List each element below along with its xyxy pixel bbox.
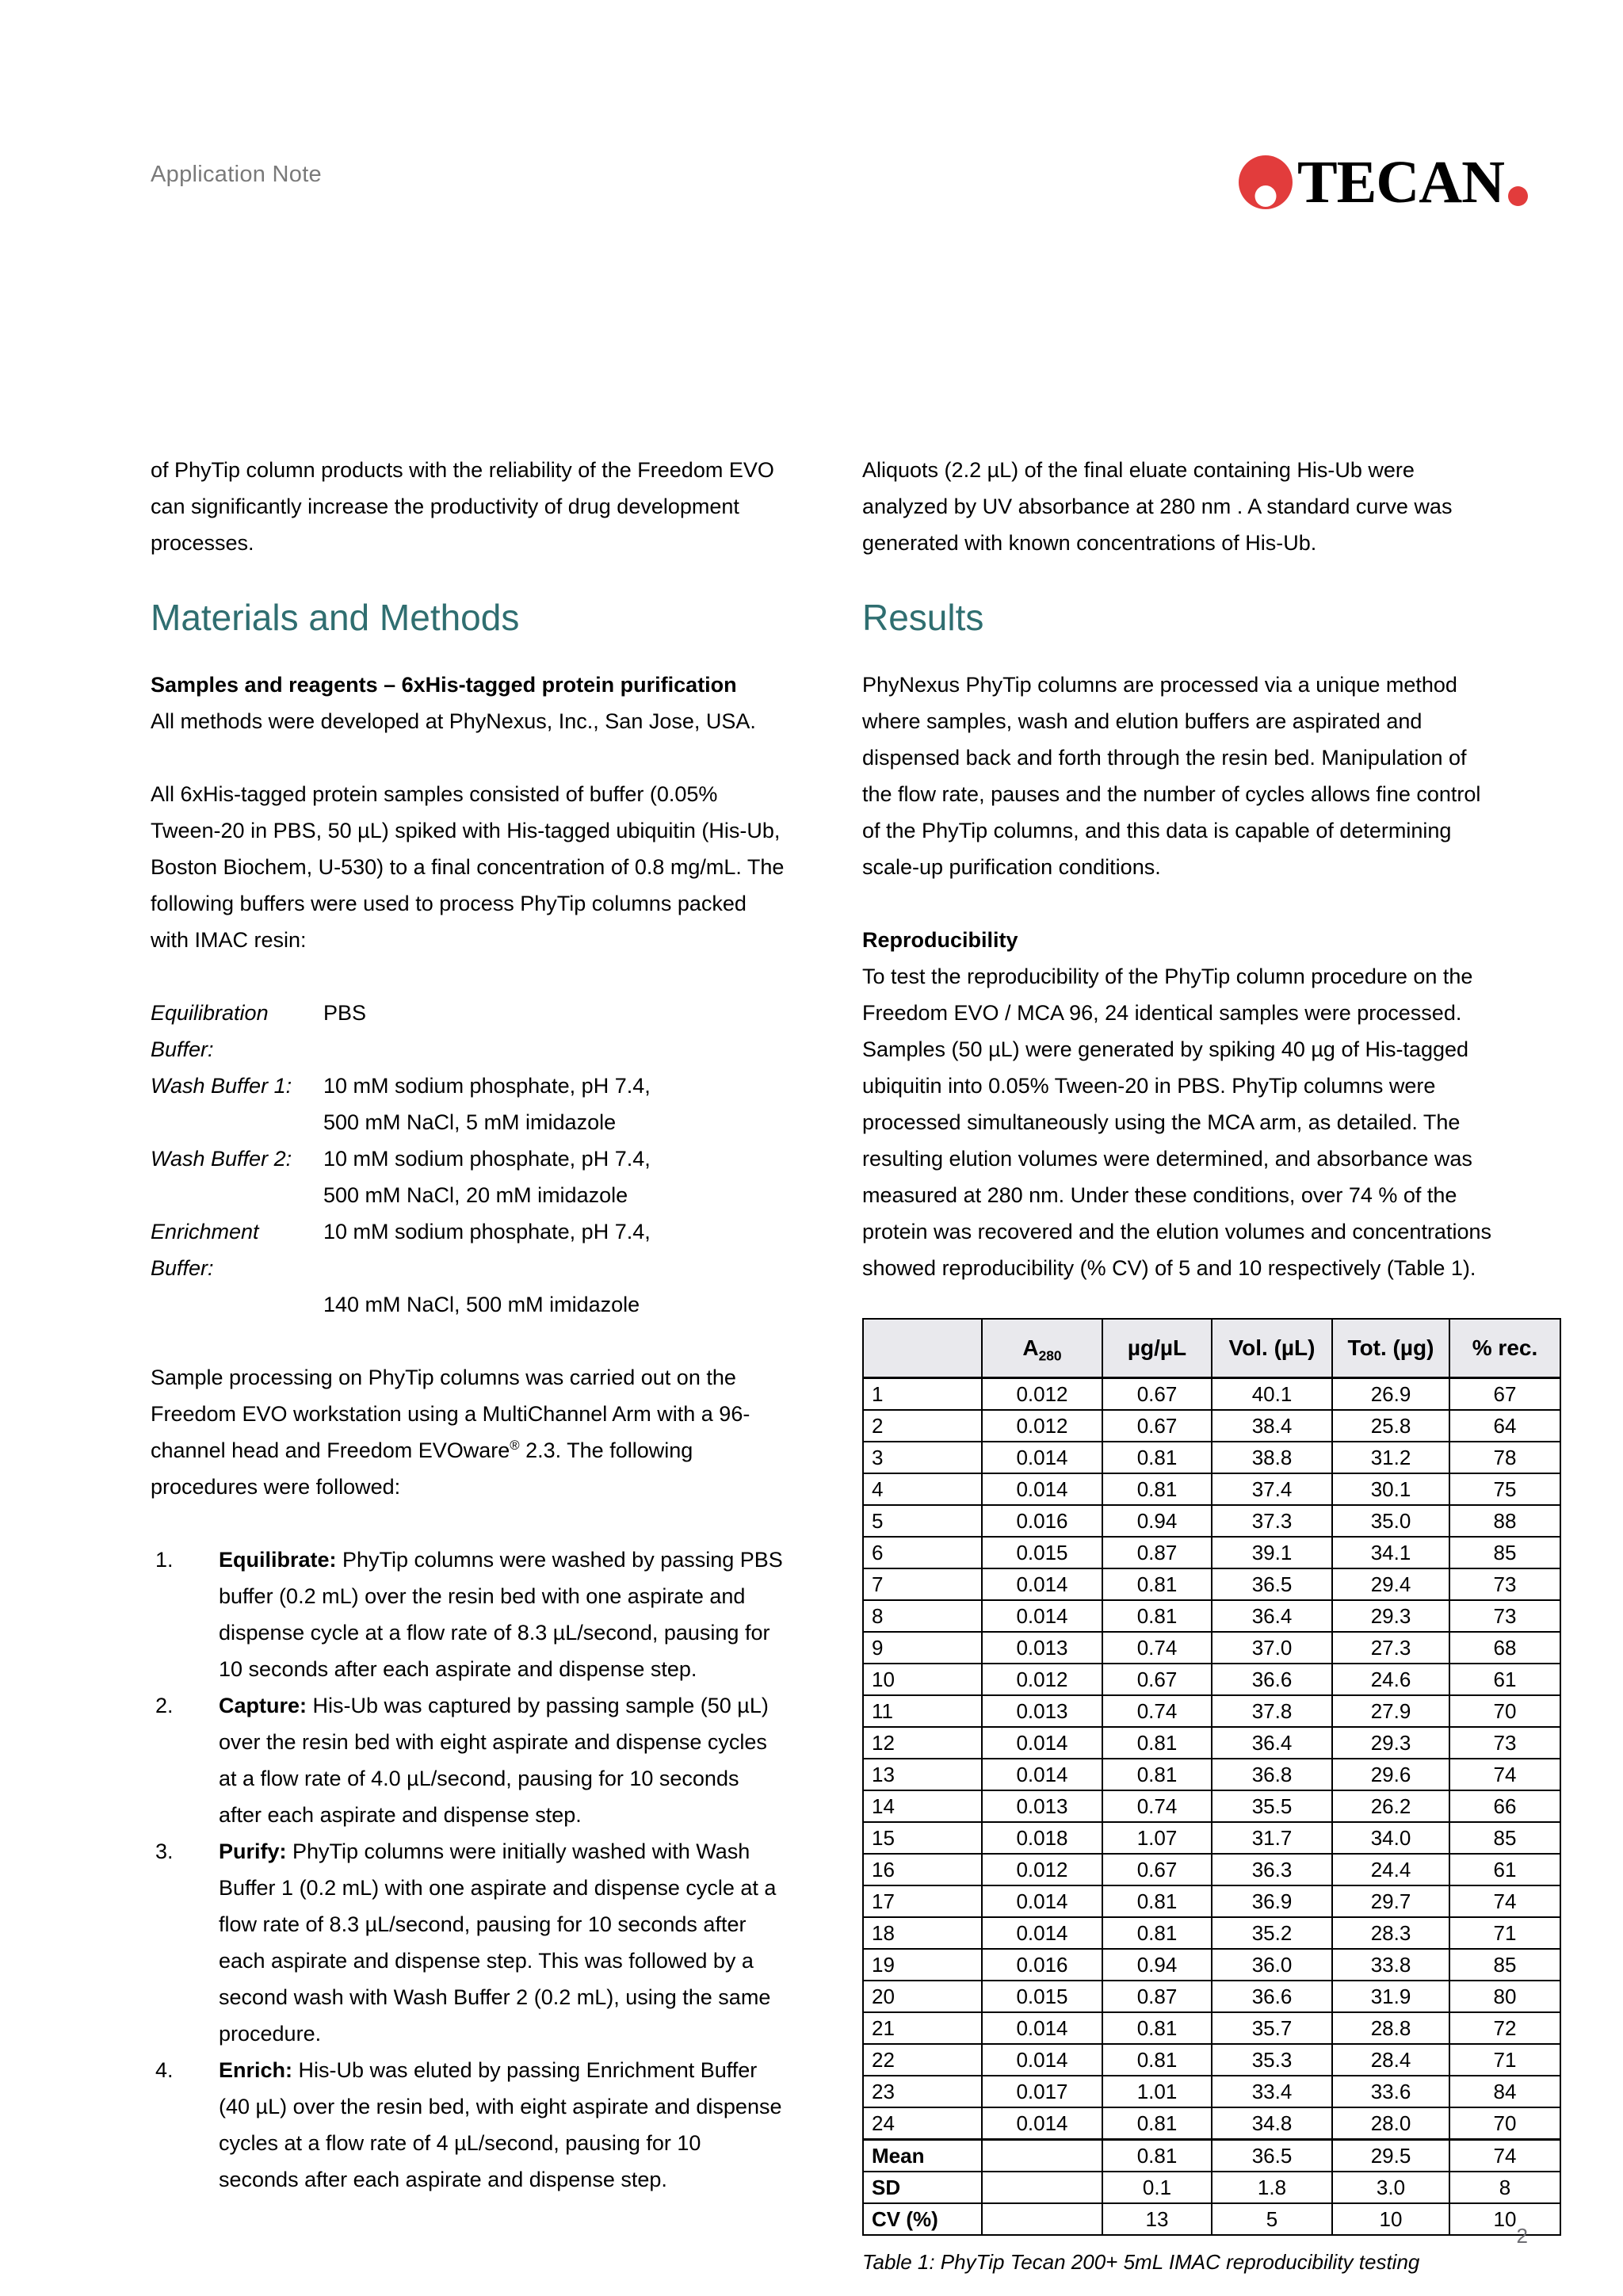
table-row: [863, 1568, 1560, 1600]
table-cell-index: 15: [863, 1822, 982, 1854]
table-cell: 68: [1449, 1632, 1560, 1664]
table-cell: 29.7: [1332, 1885, 1449, 1917]
table-cell: 64: [1449, 1410, 1560, 1442]
table-summary-cell: 3.0: [1332, 2172, 1449, 2203]
table-cell: 28.0: [1332, 2107, 1449, 2140]
tecan-wordmark: TECAN: [1296, 149, 1504, 216]
table-row: [863, 1473, 1560, 1505]
table-row: [863, 1664, 1560, 1695]
reproducibility-paragraph: To test the reproducibility of the PhyTip column procedure on the Freedom EVO / MCA 96, 24 identical samples were processed. Samples (50 µL) were generated by spiking 40 µg of His-tagged ubiquitin into 0.05% Tween-20 in PBS. PhyTip columns were processed simultaneously using the MCA arm, as detailed. The resulting elution volumes were determined, and absorbance was measured at 280 nm. Under these conditions, over 74 % of the protein was recovered and the elution volumes and concentrations showed reproducibility (% CV) of 5 and 10 respectively (Table 1).: [862, 964, 1491, 1280]
table-summary-cell: 74: [1449, 2139, 1560, 2172]
table-cell-index: 4: [863, 1473, 982, 1505]
procedure-step: [151, 2052, 786, 2198]
table-cell: 0.012: [982, 1854, 1102, 1885]
table-cell: 0.81: [1102, 1442, 1212, 1473]
procedure-step-title: Purify:: [219, 1839, 287, 1863]
table-summary-cell: 1.8: [1212, 2172, 1332, 2203]
table-cell: 26.9: [1332, 1377, 1449, 1410]
table-cell: 0.74: [1102, 1790, 1212, 1822]
table-cell: 61: [1449, 1854, 1560, 1885]
table-row: [863, 2107, 1560, 2140]
table-cell: 0.012: [982, 1664, 1102, 1695]
table-cell: 36.5: [1212, 1568, 1332, 1600]
procedure-step: [151, 1833, 786, 2052]
tecan-dot-icon: [1508, 186, 1528, 206]
table-cell: 70: [1449, 2107, 1560, 2140]
table-cell: 0.81: [1102, 2044, 1212, 2076]
table-cell: 78: [1449, 1442, 1560, 1473]
table-cell: 0.67: [1102, 1410, 1212, 1442]
table-cell: 84: [1449, 2076, 1560, 2107]
table-cell: 38.8: [1212, 1442, 1332, 1473]
table-cell: 0.014: [982, 2107, 1102, 2140]
table-cell: 61: [1449, 1664, 1560, 1695]
buffer-label: Equilibration Buffer:: [151, 1000, 269, 1061]
table-cell: 85: [1449, 1537, 1560, 1568]
table-cell: 0.013: [982, 1632, 1102, 1664]
table-cell: 27.3: [1332, 1632, 1449, 1664]
table-cell-index: 17: [863, 1885, 982, 1917]
procedure-step-text: His-Ub was eluted by passing Enrichment Buffer (40 µL) over the resin bed, with eight aspirate and dispense cycles at a flow rate of 4 µL/second, pausing for 10 seconds after each aspirate and dispense step.: [219, 2057, 782, 2191]
table-cell: 0.012: [982, 1377, 1102, 1410]
table-cell-index: 23: [863, 2076, 982, 2107]
table-cell: 0.014: [982, 1885, 1102, 1917]
table-caption: Table 1: PhyTip Tecan 200+ 5mL IMAC reproducibility testing: [862, 2249, 1420, 2274]
buffer-value: 10 mM sodium phosphate, pH 7.4,: [323, 1146, 651, 1171]
table-cell: 0.014: [982, 1727, 1102, 1759]
table-cell: 74: [1449, 1885, 1560, 1917]
tecan-circle-icon: [1239, 155, 1293, 209]
column-header-volume: Vol. (µL): [1212, 1319, 1332, 1378]
procedure-step-title: Capture:: [219, 1693, 307, 1717]
table-summary-cell: 0.81: [1102, 2139, 1212, 2172]
table-cell: 36.6: [1212, 1664, 1332, 1695]
table-cell: 39.1: [1212, 1537, 1332, 1568]
column-header-ug-per-ul: µg/µL: [1102, 1319, 1212, 1378]
table-cell: 36.4: [1212, 1600, 1332, 1632]
right-column: [862, 452, 1538, 2277]
left-intro-paragraph: of PhyTip column products with the reliability of the Freedom EVO can significantly increase the productivity of drug development processes.: [151, 458, 774, 555]
procedure-list: [151, 1541, 786, 2198]
table-row: [863, 1377, 1560, 1410]
buffer-label: Enrichment Buffer:: [151, 1219, 259, 1280]
table-cell: 0.015: [982, 1537, 1102, 1568]
results-paragraph: PhyNexus PhyTip columns are processed via a unique method where samples, wash and elution buffers are aspirated and dispensed back and forth through the resin bed. Manipulation of the flow rate, pauses and the number of cycles allows fine control of the PhyTip columns, and this data is capable of determining scale-up purification conditions.: [862, 672, 1481, 879]
table-row: [863, 1537, 1560, 1568]
reproducibility-table-container: [862, 1318, 1538, 2277]
table-cell: 73: [1449, 1568, 1560, 1600]
table-cell: 71: [1449, 2044, 1560, 2076]
table-row: [863, 2044, 1560, 2076]
buffer-label: Wash Buffer 1:: [151, 1073, 292, 1098]
table-summary-cell: [982, 2203, 1102, 2235]
table-summary-cell: 8: [1449, 2172, 1560, 2203]
page-header: [151, 143, 1528, 238]
table-summary-cell: 0.1: [1102, 2172, 1212, 2203]
table-cell: 0.67: [1102, 1664, 1212, 1695]
table-cell: 73: [1449, 1600, 1560, 1632]
column-header-index: [863, 1319, 982, 1378]
table-row: [863, 1600, 1560, 1632]
table-cell: 26.2: [1332, 1790, 1449, 1822]
procedure-step-title: Equilibrate:: [219, 1547, 337, 1572]
table-summary-cell: [982, 2172, 1102, 2203]
table-cell: 66: [1449, 1790, 1560, 1822]
table-cell-index: 16: [863, 1854, 982, 1885]
registered-trademark-symbol: ®: [510, 1437, 520, 1453]
table-row: [863, 1442, 1560, 1473]
samples-and-reagents-subheading: Samples and reagents – 6xHis-tagged protein purification: [151, 672, 737, 697]
table-cell: 0.94: [1102, 1505, 1212, 1537]
table-row: [863, 1727, 1560, 1759]
table-cell: 73: [1449, 1727, 1560, 1759]
table-cell: 0.013: [982, 1695, 1102, 1727]
table-cell: 27.9: [1332, 1695, 1449, 1727]
table-cell: 0.017: [982, 2076, 1102, 2107]
table-cell-index: 12: [863, 1727, 982, 1759]
tecan-logo: [1239, 143, 1528, 222]
table-cell: 1.01: [1102, 2076, 1212, 2107]
table-cell: 72: [1449, 2012, 1560, 2044]
buffer-value: 10 mM sodium phosphate, pH 7.4,: [323, 1219, 651, 1244]
table-cell-index: 24: [863, 2107, 982, 2140]
table-cell: 0.014: [982, 1568, 1102, 1600]
table-cell: 0.013: [982, 1790, 1102, 1822]
table-cell: 36.4: [1212, 1727, 1332, 1759]
table-cell: 36.0: [1212, 1949, 1332, 1981]
table-cell-index: 6: [863, 1537, 982, 1568]
buffer-item: [151, 995, 786, 1068]
reproducibility-table: [862, 1318, 1561, 2236]
body-columns: [151, 452, 1538, 2277]
processing-text-part-2: 2.3. The following procedures were followed:: [151, 1438, 693, 1499]
buffer-value-continued: 140 mM NaCl, 500 mM imidazole: [323, 1292, 640, 1316]
table-cell: 31.7: [1212, 1822, 1332, 1854]
table-cell: 33.8: [1332, 1949, 1449, 1981]
table-summary-row: [863, 2139, 1560, 2172]
table-cell: 24.4: [1332, 1854, 1449, 1885]
table-cell: 80: [1449, 1981, 1560, 2012]
table-row: [863, 1790, 1560, 1822]
table-cell: 0.81: [1102, 1600, 1212, 1632]
buffer-item: [151, 1068, 786, 1104]
table-summary-cell: [982, 2139, 1102, 2172]
table-cell: 35.5: [1212, 1790, 1332, 1822]
table-cell-index: 22: [863, 2044, 982, 2076]
table-head: [863, 1319, 1560, 1378]
table-cell: 29.3: [1332, 1727, 1449, 1759]
table-cell-index: 5: [863, 1505, 982, 1537]
table-body: [863, 1377, 1560, 2235]
table-cell: 29.4: [1332, 1568, 1449, 1600]
table-cell: 0.81: [1102, 2107, 1212, 2140]
table-cell: 33.4: [1212, 2076, 1332, 2107]
table-cell: 37.3: [1212, 1505, 1332, 1537]
table-cell: 31.9: [1332, 1981, 1449, 2012]
table-row: [863, 1917, 1560, 1949]
table-row: [863, 2012, 1560, 2044]
table-cell-index: 18: [863, 1917, 982, 1949]
table-cell: 30.1: [1332, 1473, 1449, 1505]
table-cell: 31.2: [1332, 1442, 1449, 1473]
table-summary-label: SD: [863, 2172, 982, 2203]
table-cell: 85: [1449, 1822, 1560, 1854]
table-cell: 0.014: [982, 1759, 1102, 1790]
table-cell: 70: [1449, 1695, 1560, 1727]
table-cell: 0.018: [982, 1822, 1102, 1854]
table-cell: 34.8: [1212, 2107, 1332, 2140]
table-cell: 0.81: [1102, 1885, 1212, 1917]
table-cell: 0.87: [1102, 1537, 1212, 1568]
table-cell: 71: [1449, 1917, 1560, 1949]
samples-methods-line: All methods were developed at PhyNexus, Inc., San Jose, USA.: [151, 709, 756, 733]
buffer-value: 10 mM sodium phosphate, pH 7.4,: [323, 1073, 651, 1098]
table-cell: 0.87: [1102, 1981, 1212, 2012]
table-cell: 0.81: [1102, 1727, 1212, 1759]
table-cell: 35.7: [1212, 2012, 1332, 2044]
table-cell-index: 3: [863, 1442, 982, 1473]
table-cell: 35.2: [1212, 1917, 1332, 1949]
table-cell: 85: [1449, 1949, 1560, 1981]
table-cell: 0.74: [1102, 1632, 1212, 1664]
column-header-percent-rec: % rec.: [1449, 1319, 1560, 1378]
document-type-label: Application Note: [151, 162, 322, 187]
table-cell: 37.0: [1212, 1632, 1332, 1664]
table-cell: 37.8: [1212, 1695, 1332, 1727]
table-summary-row: [863, 2203, 1560, 2235]
table-cell: 88: [1449, 1505, 1560, 1537]
buffer-label: Wash Buffer 2:: [151, 1146, 292, 1171]
table-cell: 29.6: [1332, 1759, 1449, 1790]
procedure-step-text: PhyTip columns were washed by passing PBS buffer (0.2 mL) over the resin bed with one aspirate and dispense cycle at a flow rate of 8.3 µL/second, pausing for 10 seconds after each aspirate and dispense step.: [219, 1547, 783, 1681]
table-cell-index: 8: [863, 1600, 982, 1632]
procedure-step: [151, 1541, 786, 1687]
table-row: [863, 1759, 1560, 1790]
table-cell-index: 11: [863, 1695, 982, 1727]
table-cell-index: 20: [863, 1981, 982, 2012]
table-cell: 0.016: [982, 1949, 1102, 1981]
table-cell: 36.9: [1212, 1885, 1332, 1917]
table-header-row: [863, 1319, 1560, 1378]
table-cell: 0.014: [982, 1600, 1102, 1632]
procedure-step-text: PhyTip columns were initially washed with Wash Buffer 1 (0.2 mL) with one aspirate and dispense cycle at a flow rate of 8.3 µL/second, pausing for 10 seconds after each aspirate and dispense step. This was followed by a second wash with Wash Buffer 2 (0.2 mL), using the same procedure.: [219, 1839, 777, 2046]
table-cell: 25.8: [1332, 1410, 1449, 1442]
table-row: [863, 1410, 1560, 1442]
processing-paragraph: [151, 1359, 786, 1505]
table-cell-index: 2: [863, 1410, 982, 1442]
table-cell: 0.74: [1102, 1695, 1212, 1727]
table-summary-cell: 29.5: [1332, 2139, 1449, 2172]
table-cell: 0.014: [982, 2044, 1102, 2076]
table-cell: 36.3: [1212, 1854, 1332, 1885]
table-summary-cell: 36.5: [1212, 2139, 1332, 2172]
table-cell: 34.0: [1332, 1822, 1449, 1854]
table-cell: 38.4: [1212, 1410, 1332, 1442]
table-cell: 29.3: [1332, 1600, 1449, 1632]
table-cell-index: 10: [863, 1664, 982, 1695]
results-heading: Results: [862, 597, 984, 638]
table-cell: 34.1: [1332, 1537, 1449, 1568]
table-cell-index: 19: [863, 1949, 982, 1981]
table-row: [863, 1885, 1560, 1917]
table-cell: 75: [1449, 1473, 1560, 1505]
table-row: [863, 1981, 1560, 2012]
table-cell: 28.3: [1332, 1917, 1449, 1949]
table-summary-cell: 5: [1212, 2203, 1332, 2235]
table-cell: 37.4: [1212, 1473, 1332, 1505]
table-row: [863, 1822, 1560, 1854]
table-cell: 0.67: [1102, 1377, 1212, 1410]
table-cell: 0.67: [1102, 1854, 1212, 1885]
table-row: [863, 1632, 1560, 1664]
table-cell: 0.81: [1102, 1568, 1212, 1600]
page-number: 2: [1516, 2224, 1528, 2248]
table-summary-label: CV (%): [863, 2203, 982, 2235]
table-cell: 0.016: [982, 1505, 1102, 1537]
buffer-definitions-list: [151, 995, 786, 1323]
table-cell: 67: [1449, 1377, 1560, 1410]
left-column: [151, 452, 786, 2277]
table-row: [863, 2076, 1560, 2107]
table-cell: 24.6: [1332, 1664, 1449, 1695]
table-cell: 0.81: [1102, 2012, 1212, 2044]
table-cell-index: 13: [863, 1759, 982, 1790]
buffer-value: PBS: [323, 1000, 367, 1025]
table-summary-row: [863, 2172, 1560, 2203]
table-cell: 0.81: [1102, 1759, 1212, 1790]
table-row: [863, 1505, 1560, 1537]
table-cell: 35.3: [1212, 2044, 1332, 2076]
table-cell-index: 21: [863, 2012, 982, 2044]
procedure-step-title: Enrich:: [219, 2057, 293, 2082]
reproducibility-subheading: Reproducibility: [862, 927, 1018, 952]
table-cell: 0.014: [982, 1442, 1102, 1473]
table-row: [863, 1854, 1560, 1885]
table-cell-index: 14: [863, 1790, 982, 1822]
table-cell: 0.014: [982, 1917, 1102, 1949]
procedure-step: [151, 1687, 786, 1833]
table-cell: 0.015: [982, 1981, 1102, 2012]
table-cell-index: 1: [863, 1377, 982, 1410]
table-cell: 40.1: [1212, 1377, 1332, 1410]
buffer-value-continued: 500 mM NaCl, 5 mM imidazole: [323, 1110, 617, 1134]
table-cell: 36.8: [1212, 1759, 1332, 1790]
buffer-item: [151, 1140, 786, 1177]
table-cell: 0.94: [1102, 1949, 1212, 1981]
table-summary-label: Mean: [863, 2139, 982, 2172]
table-cell: 36.6: [1212, 1981, 1332, 2012]
table-cell: 28.4: [1332, 2044, 1449, 2076]
table-cell: 1.07: [1102, 1822, 1212, 1854]
column-header-a280: $A_{280}$: [982, 1319, 1102, 1378]
table-cell: 0.014: [982, 2012, 1102, 2044]
samples-description-paragraph: All 6xHis-tagged protein samples consisted of buffer (0.05% Tween-20 in PBS, 50 µL) spiked with His-tagged ubiquitin (His-Ub, Boston Biochem, U-530) to a final concentration of 0.8 mg/mL. The following buffers were used to process PhyTip columns packed with IMAC resin:: [151, 781, 785, 952]
table-cell: 35.0: [1332, 1505, 1449, 1537]
procedure-step-text: His-Ub was captured by passing sample (50 µL) over the resin bed with eight aspirate and dispense cycles at a flow rate of 4.0 µL/second, pausing for 10 seconds after each aspirate and dispense step.: [219, 1693, 769, 1827]
table-cell: 33.6: [1332, 2076, 1449, 2107]
buffer-value-continued: 500 mM NaCl, 20 mM imidazole: [323, 1182, 628, 1207]
processing-text-part-1: Sample processing on PhyTip columns was carried out on the Freedom EVO workstation using a MultiChannel Arm with a 96-channel head and Freedom EVOware: [151, 1365, 750, 1462]
right-intro-paragraph: Aliquots (2.2 µL) of the final eluate containing His-Ub were analyzed by UV absorbance at 280 nm . A standard curve was generated with known concentrations of His-Ub.: [862, 458, 1453, 555]
table-summary-cell: 13: [1102, 2203, 1212, 2235]
table-cell: 0.81: [1102, 1473, 1212, 1505]
table-row: [863, 1695, 1560, 1727]
buffer-item: [151, 1213, 786, 1286]
table-row: [863, 1949, 1560, 1981]
table-cell-index: 9: [863, 1632, 982, 1664]
table-cell: 0.014: [982, 1473, 1102, 1505]
column-header-total: Tot. (µg): [1332, 1319, 1449, 1378]
materials-and-methods-heading: Materials and Methods: [151, 597, 520, 638]
table-cell: 28.8: [1332, 2012, 1449, 2044]
table-summary-cell: 10: [1332, 2203, 1449, 2235]
table-cell-index: 7: [863, 1568, 982, 1600]
table-cell: 74: [1449, 1759, 1560, 1790]
table-cell: 0.012: [982, 1410, 1102, 1442]
table-summary-cell: 10: [1449, 2203, 1560, 2235]
table-cell: 0.81: [1102, 1917, 1212, 1949]
